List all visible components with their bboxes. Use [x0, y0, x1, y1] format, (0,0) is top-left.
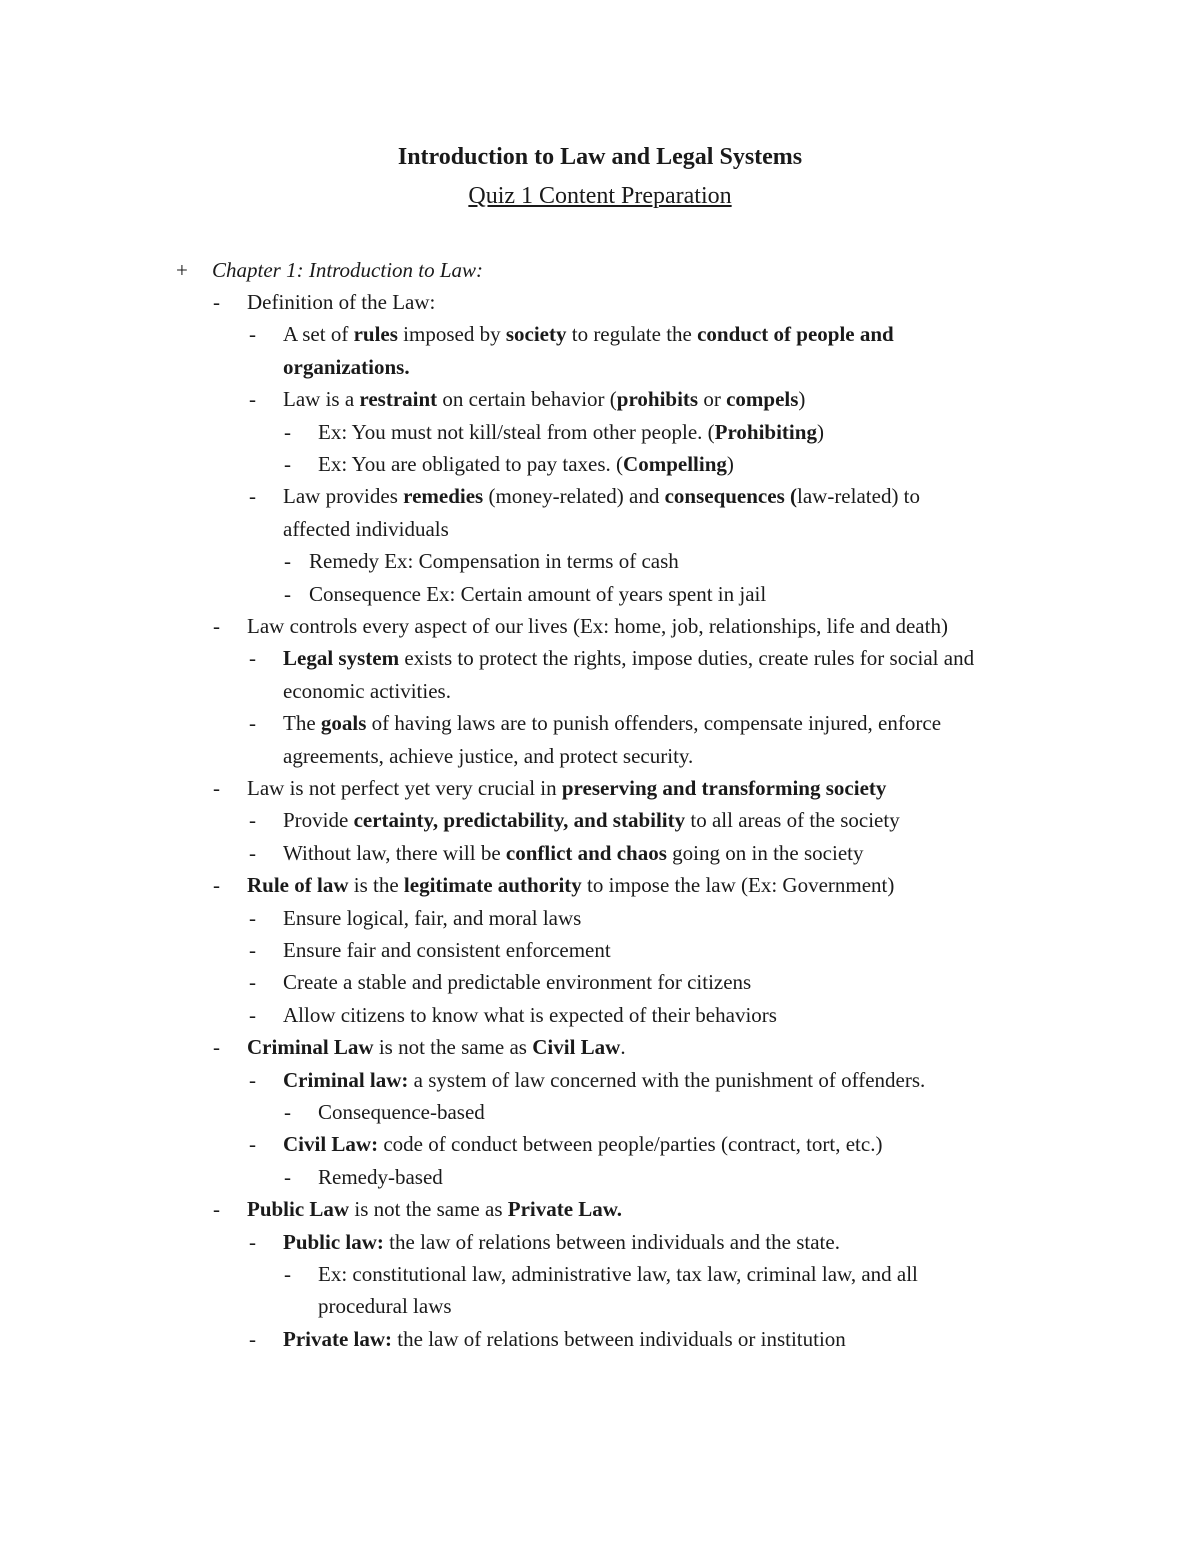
outline-line: [283, 642, 974, 674]
bold-term: consequences (: [664, 484, 797, 508]
outline-line: [283, 1128, 882, 1160]
list-dash-marker: -: [249, 938, 256, 962]
list-dash-marker: -: [249, 970, 256, 994]
line-text: Law is a: [283, 387, 360, 411]
bold-term: certainty, predictability, and stability: [353, 808, 686, 832]
line-text: ): [798, 387, 806, 411]
list-dash-marker: -: [284, 1262, 291, 1286]
list-dash-marker: -: [213, 614, 220, 638]
line-text: Ensure fair and consistent enforcement: [283, 938, 611, 962]
line-text: code of conduct between people/parties (contract, tort, etc.): [378, 1132, 883, 1156]
line-text: Consequence Ex: Certain amount of years spent in jail: [309, 582, 767, 606]
outline-line: [283, 934, 611, 966]
outline-line: [283, 837, 863, 869]
outline-line: [247, 1193, 622, 1225]
list-dash-marker: -: [213, 290, 220, 314]
list-dash-marker: -: [249, 1132, 256, 1156]
line-text: Law provides: [283, 484, 404, 508]
line-text: Provide: [283, 808, 354, 832]
line-text: .: [620, 1035, 626, 1059]
line-text: is not the same as: [349, 1197, 508, 1221]
line-text: on certain behavior (: [437, 387, 617, 411]
line-text: agreements, achieve justice, and protect security.: [283, 744, 694, 768]
line-text: the law of relations between individuals and the state.: [383, 1230, 840, 1254]
list-dash-marker: -: [249, 1003, 256, 1027]
bold-term: conduct of people and: [697, 322, 894, 346]
outline-line: [318, 1161, 443, 1193]
list-dash-marker: -: [284, 1165, 291, 1189]
list-dash-marker: -: [249, 484, 256, 508]
line-text: Without law, there will be: [283, 841, 506, 865]
line-text: Consequence-based: [318, 1100, 485, 1124]
line-text: or: [698, 387, 727, 411]
bold-term: organizations.: [283, 355, 410, 379]
list-dash-marker: -: [213, 1035, 220, 1059]
line-text: of having laws are to punish offenders, compensate injured, enforce: [366, 711, 942, 735]
bold-term: prohibits: [616, 387, 699, 411]
bold-term: Criminal Law: [247, 1035, 374, 1059]
line-text: Law controls every aspect of our lives (Ex: home, job, relationships, life and death): [247, 614, 948, 638]
outline-line: [283, 675, 451, 707]
outline-line: [247, 1031, 626, 1063]
list-dash-marker: -: [213, 776, 220, 800]
bold-term: Compelling: [623, 452, 727, 476]
list-dash-marker: -: [249, 808, 256, 832]
line-text: economic activities.: [283, 679, 451, 703]
line-text: is not the same as: [373, 1035, 533, 1059]
list-dash-marker: -: [284, 582, 291, 606]
list-dash-marker: -: [249, 646, 256, 670]
outline-line: [283, 318, 894, 350]
outline-line: [318, 448, 734, 480]
chapter-heading: Chapter 1: Introduction to Law:: [212, 258, 484, 282]
outline-line: [283, 966, 751, 998]
line-text: Remedy-based: [318, 1165, 443, 1189]
bold-term: compels: [726, 387, 799, 411]
chapter-bullet: +: [176, 258, 188, 282]
document-title: Introduction to Law and Legal Systems: [397, 144, 803, 170]
line-text: is the: [348, 873, 404, 897]
outline-line: [318, 1096, 485, 1128]
bold-term: remedies: [403, 484, 484, 508]
list-dash-marker: -: [249, 841, 256, 865]
bold-term: legitimate authority: [403, 873, 582, 897]
bold-term: Civil Law:: [283, 1132, 379, 1156]
line-text: Ex: constitutional law, administrative law, tax law, criminal law, and all: [318, 1262, 918, 1286]
bold-term: preserving and transforming society: [561, 776, 887, 800]
line-text: affected individuals: [283, 517, 449, 541]
line-text: Allow citizens to know what is expected of their behaviors: [283, 1003, 777, 1027]
bold-term: goals: [320, 711, 367, 735]
bold-term: Legal system: [283, 646, 400, 670]
line-text: Ensure logical, fair, and moral laws: [283, 906, 582, 930]
bold-term: Public Law: [247, 1197, 350, 1221]
line-text: the law of relations between individuals or institution: [392, 1327, 846, 1351]
list-dash-marker: -: [249, 1327, 256, 1351]
outline-line: [283, 513, 449, 545]
list-dash-marker: -: [213, 1197, 220, 1221]
bold-term: restraint: [359, 387, 438, 411]
outline-line: [309, 545, 679, 577]
bold-term: Public law:: [283, 1230, 384, 1254]
list-dash-marker: -: [249, 1230, 256, 1254]
line-text: going on in the society: [666, 841, 864, 865]
line-text: Definition of the Law:: [247, 290, 436, 314]
line-text: Ex: You are obligated to pay taxes. (: [318, 452, 624, 476]
outline-line: [283, 1064, 925, 1096]
line-text: exists to protect the rights, impose duties, create rules for social and: [399, 646, 975, 670]
line-text: to impose the law (Ex: Government): [581, 873, 895, 897]
outline-line: [283, 707, 941, 739]
document-subtitle: Quiz 1 Content Preparation: [468, 183, 732, 209]
outline-line: [283, 999, 777, 1031]
bold-term: Rule of law: [247, 873, 349, 897]
outline-line: [283, 383, 805, 415]
list-dash-marker: -: [284, 1100, 291, 1124]
line-text: law-related) to: [797, 484, 921, 508]
list-dash-marker: -: [249, 906, 256, 930]
line-text: to regulate the: [566, 322, 698, 346]
line-text: imposed by: [397, 322, 506, 346]
outline-line: [247, 286, 435, 318]
outline-line: [283, 480, 920, 512]
outline-line: [247, 610, 948, 642]
outline-line: [318, 1290, 452, 1322]
bold-term: Criminal law:: [283, 1068, 409, 1092]
outline-line: [283, 740, 693, 772]
list-dash-marker: -: [249, 711, 256, 735]
list-dash-marker: -: [284, 549, 291, 573]
list-dash-marker: -: [213, 873, 220, 897]
bold-term: Civil Law: [532, 1035, 621, 1059]
bold-term: conflict and chaos: [505, 841, 667, 865]
line-text: ): [726, 452, 734, 476]
line-text: to all areas of the society: [685, 808, 900, 832]
outline-line: [283, 1226, 840, 1258]
outline-line: [247, 772, 886, 804]
outline-line: [318, 1258, 918, 1290]
outline-line: [318, 416, 824, 448]
line-text: The: [283, 711, 321, 735]
bold-term: rules: [353, 322, 398, 346]
line-text: A set of: [283, 322, 354, 346]
line-text: (money-related) and: [483, 484, 665, 508]
line-text: Law is not perfect yet very crucial in: [247, 776, 562, 800]
list-dash-marker: -: [249, 1068, 256, 1092]
bold-term: Private Law.: [507, 1197, 623, 1221]
outline-line: [283, 351, 410, 383]
line-text: ): [816, 420, 824, 444]
line-text: Ex: You must not kill/steal from other people. (: [318, 420, 715, 444]
list-dash-marker: -: [249, 387, 256, 411]
list-dash-marker: -: [249, 322, 256, 346]
list-dash-marker: -: [284, 452, 291, 476]
outline-line: [283, 902, 581, 934]
bold-term: Prohibiting: [714, 420, 817, 444]
list-dash-marker: -: [284, 420, 291, 444]
bold-term: Private law:: [283, 1327, 393, 1351]
line-text: Create a stable and predictable environment for citizens: [283, 970, 752, 994]
outline-line: [283, 804, 900, 836]
outline-line: [309, 578, 766, 610]
line-text: Remedy Ex: Compensation in terms of cash: [309, 549, 679, 573]
line-text: procedural laws: [318, 1294, 452, 1318]
line-text: a system of law concerned with the punishment of offenders.: [408, 1068, 926, 1092]
bold-term: society: [505, 322, 567, 346]
outline-line: [283, 1323, 846, 1355]
outline-line: [247, 869, 894, 901]
